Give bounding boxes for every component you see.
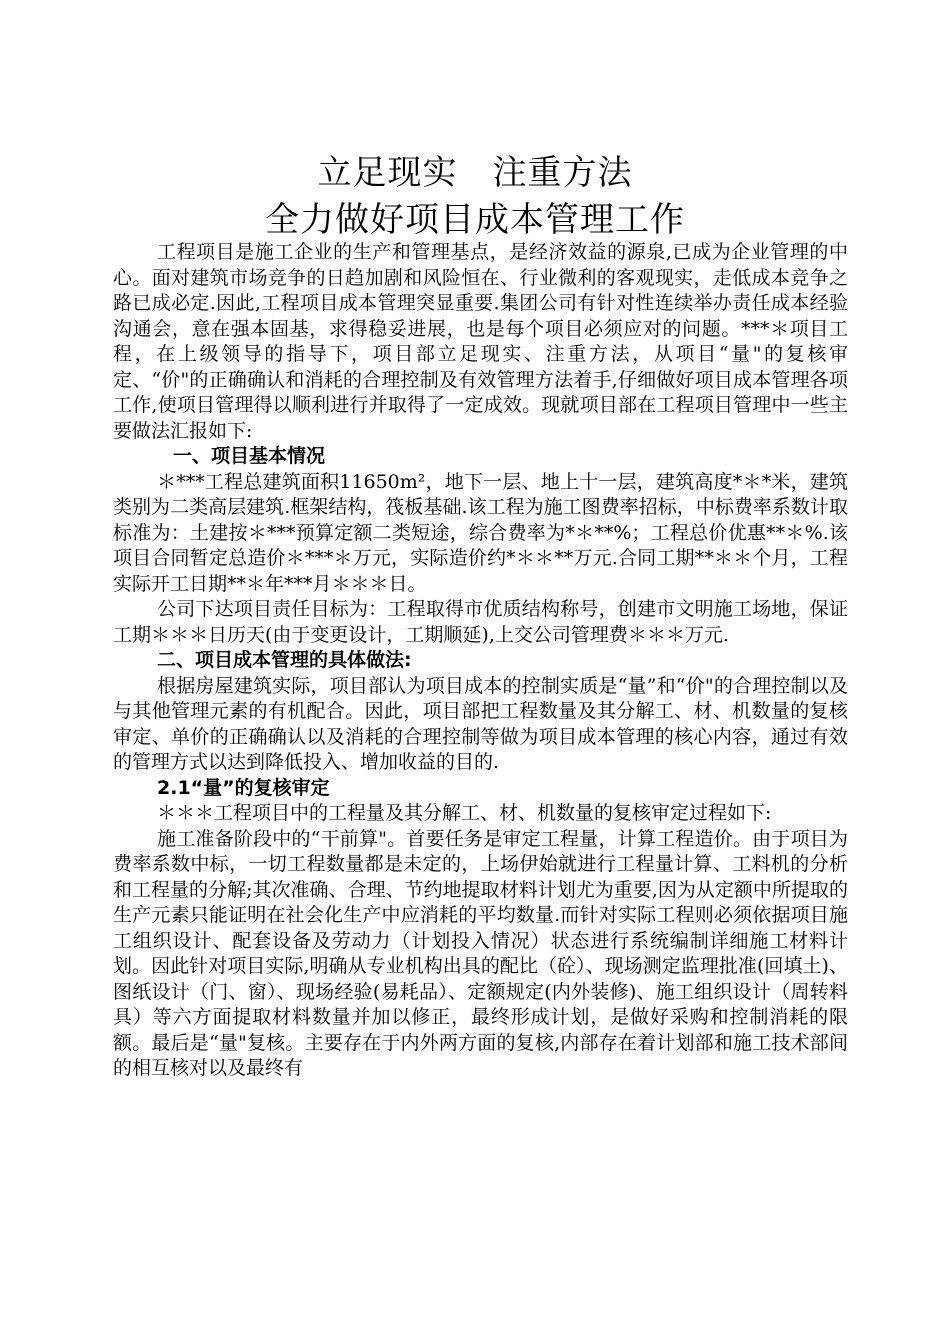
section-heading-basic-info: 一、项目基本情况	[173, 445, 326, 467]
title-line-2: 全力做好项目成本管理工作	[265, 200, 685, 240]
basic-info-paragraph: ＊***工程总建筑面积11650m²，地下一层、地上十一层，建筑高度*＊*米，建筑类别为二类高层建筑.框架结构，筏板基础.该工程为施工图费率招标，中标费率系数计取标准为：土建按＊***预算定额二类短途，综合费率为*＊**%；工程总价优惠**＊%.该项目合同暂定总造价＊***＊万元，实际造价约*＊＊**万元.合同工期**＊＊个月，工程实际开工日期**＊年***月＊＊＊日。	[113, 470, 848, 595]
title-line-1: 立足现实 注重方法	[317, 153, 633, 193]
target-paragraph: 公司下达项目责任目标为：工程取得市优质结构称号，创建市文明施工场地，保证工期＊＊＊日历天(由于变更设计，工期顺延),上交公司管理费＊＊＊万元.	[113, 598, 848, 646]
review-intro-paragraph: ＊＊＊工程项目中的工程量及其分解工、材、机数量的复核审定过程如下:	[157, 802, 772, 824]
subsection-heading-quantity-review: 2.1“量”的复核审定	[157, 776, 330, 799]
intro-paragraph: 工程项目是施工企业的生产和管理基点，是经济效益的源泉,已成为企业管理的中心。面对建筑市场竞争的日趋加剧和风险恒在、行业微利的客观现实，走低成本竞争之路已成必定.因此,工程项目成本管理突显重要.集团公司有针对性连续举办责任成本经验沟通会，意在强本固基，求得稳妥进展，也是每个项目必须应对的问题。***＊项目工程，在上级领导的指导下，项目部立足现实、注重方法，从项目“量"的复核审定、“价"的正确确认和消耗的合理控制及有效管理方法着手,仔细做好项目成本管理各项工作,使项目管理得以顺利进行并取得了一定成效。现就项目部在工程项目管理中一些主要做法汇报如下:	[113, 241, 848, 442]
practice-paragraph: 根据房屋建筑实际，项目部认为项目成本的控制实质是“量”和“价"的合理控制以及与其他管理元素的有机配合。因此，项目部把工程数量及其分解工、材、机数量的复核审定、单价的正确确认以及消耗的合理控制等做为项目成本管理的核心内容，通过有效的管理方式以达到降低投入、增加收益的目的.	[113, 674, 848, 773]
document-body	[113, 240, 848, 1082]
review-body-paragraph: 施工准备阶段中的“干前算"。首要任务是审定工程量，计算工程造价。由于项目为费率系数中标，一切工程数量都是未定的，上场伊始就进行工程量计算、工料机的分析和工程量的分解;其次准确、合理、节约地提取材料计划尤为重要,因为从定额中所提取的生产元素只能证明在社会化生产中应消耗的平均数量.而针对实际工程则必须依据项目施工组织设计、配套设备及劳动力（计划投入情况）状态进行系统编制详细施工材料计划。因此针对项目实际,明确从专业机构出具的配比（砼）、现场测定监理批准(回填土)、图纸设计（门、窗）、现场经验(易耗品）、定额规定(内外装修)、施工组织设计（周转料具）等六方面提取材料数量并加以修正，最终形成计划，是做好采购和控制消耗的限额。最后是“量"复核。主要存在于内外两方面的复核,内部存在着计划部和施工技术部间的相互核对以及最终有	[113, 827, 848, 1079]
section-heading-practice: 二、项目成本管理的具体做法:	[157, 649, 412, 671]
